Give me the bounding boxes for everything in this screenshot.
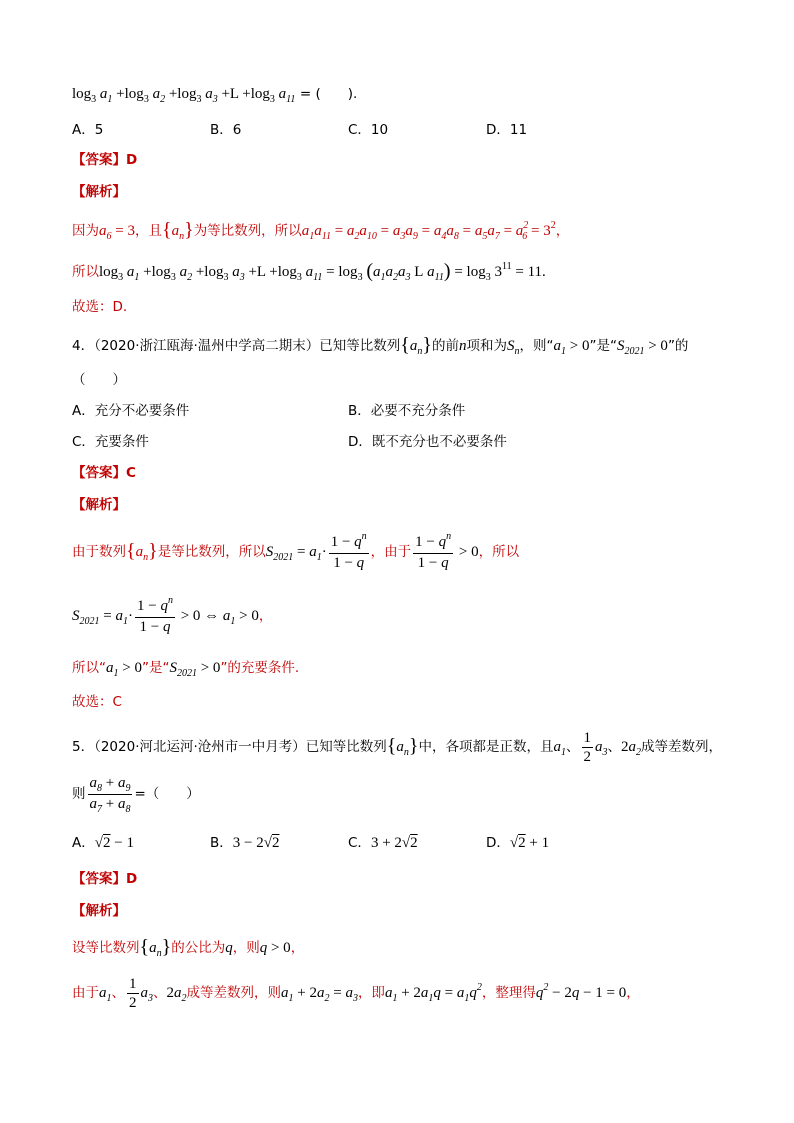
q3-stem-tail: = ( ).: [299, 86, 358, 102]
q5-option-c[interactable]: C．3 + 2√2: [348, 835, 418, 851]
q4-analysis-line2: $S_{2021} = a_1\cdot$ $\frac{1 - q^n}{1 - q}$ > 0 ⇔ $a_1 > 0$，: [72, 595, 273, 636]
q3-option-a[interactable]: A．5: [72, 122, 104, 138]
q5-stem: 5．（2020·河北运河·沧州市一中月考）已知等比数列$\{a_n\}$中，各项都是正数，且$a_1$、 $\frac{1}{2}$ $a_3$、$2a_2$成等差数列，: [72, 730, 722, 765]
q5-analysis-label: 【解析】: [72, 903, 126, 919]
q4-analysis-line1: 由于数列$\{a_n\}$是等比数列，所以$S_{2021} = a_1\cdot$ $\frac{1 - q^n}{1 - q}$ ，由于 $\frac{1 - q^n}{1 - q}$ > 0，所以: [72, 531, 520, 572]
q4-analysis-label: 【解析】: [72, 497, 126, 513]
q5-analysis-line2: 由于$a_1$、 $\frac{1}{2}$ $a_3$、$2a_2$成等差数列，则$a_1 + 2a_2 = a_3$，即$a_1 + 2a_1q = a_1q^2$，整理得$q^2 - 2q - 1 = 0$，: [72, 976, 640, 1011]
q5-answer: 【答案】D: [72, 871, 138, 887]
q3-answer: 【答案】D: [72, 152, 138, 168]
q4-stem: 4．（2020·浙江瓯海·温州中学高二期末）已知等比数列$\{a_n\}$的前n项和为$S_n$，则“$a_1 > 0$”是“$S_{2021} > 0$”的: [72, 334, 689, 357]
q3-analysis-line2: 所以$\log_3 a_1 +\log_3$ $a_2 +\log_3$ $a_3 +L +\log_3$ $a_{11} = \log_3 (a_1a_2a_3$ L $a_{11}) = \log_3 3^{11} = 11$.: [72, 260, 546, 283]
q5-option-d[interactable]: D．√2 + 1: [486, 835, 550, 851]
q4-option-b[interactable]: B．必要不充分条件: [348, 403, 466, 419]
q4-answer: 【答案】C: [72, 465, 136, 481]
q5-option-a[interactable]: A．√2 − 1: [72, 835, 134, 851]
q4-option-c[interactable]: C．充要条件: [72, 434, 149, 450]
q4-conclusion: 故选：C: [72, 694, 122, 710]
q4-option-d[interactable]: D．既不充分也不必要条件: [348, 434, 507, 450]
q3-option-d[interactable]: D．11: [486, 122, 528, 138]
q4-paren: （ ）: [72, 372, 126, 388]
q5-analysis-line1: 设等比数列$\{a_n\}$的公比为q，则q > 0，: [72, 936, 305, 959]
q3-option-b[interactable]: B．6: [210, 122, 242, 138]
q3-conclusion: 故选：D.: [72, 299, 128, 315]
q3-analysis-line1: 因为$a_6 = 3$，且$\{a_n\}$为等比数列，所以$a_1a_{11} = a_2a_{10} = a_3a_9 = a_4a_8 = a_5a_7 = a^2_6 = 3^2$，: [72, 219, 570, 242]
q5-option-b[interactable]: B．3 − 2√2: [210, 835, 280, 851]
q3-analysis-label: 【解析】: [72, 184, 126, 200]
q3-option-c[interactable]: C．10: [348, 122, 389, 138]
q4-analysis-line3: 所以“$a_1 > 0$”是“$S_{2021} > 0$”的充要条件.: [72, 660, 300, 679]
q5-stem-line2: 则 $\frac{a_8 + a_9}{a_7 + a_8}$ =（ ）: [72, 775, 200, 816]
q3-stem: $\log_3 a_1 +\log_3$ $a_2 +\log_3$ $a_3 +L +\log_3$ $a_{11}$ = ( ).: [72, 86, 358, 105]
q4-option-a[interactable]: A．充分不必要条件: [72, 403, 190, 419]
